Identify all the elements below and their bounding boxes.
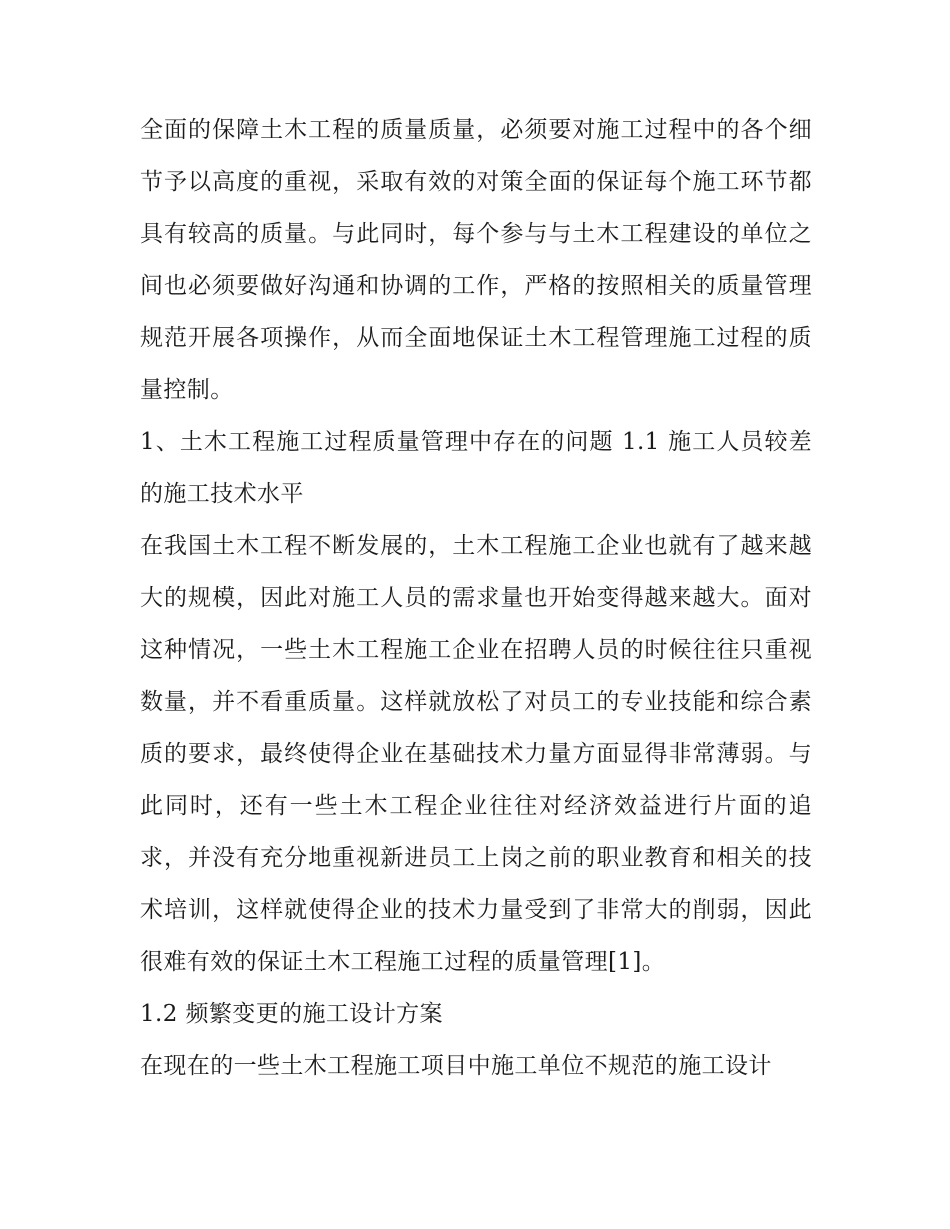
paragraph-design-changes: 在现在的一些土木工程施工项目中施工单位不规范的施工设计 — [140, 1053, 772, 1079]
section-heading-1-2: 1.2 频繁变更的施工设计方案 — [140, 1001, 443, 1027]
paragraph-construction-staff: 在我国土木工程不断发展的，土木工程施工企业也就有了越来越大的规模，因此对施工人员的需求量也开始变得越来越大。面对这种情况，一些土木工程施工企业在招聘人员的时候往往只重视数量，并不看重质量。这样就放松了对员工的专业技能和综合素质的要求，最终使得企业在基础技术力量方面显得非常薄弱。与此同时，还有一些土木工程企业往往对经济效益进行片面的追求，并没有充分地重视新进员工上岗之前的职业教育和相关的技术培训，这样就使得企业的技术力量受到了非常大的削弱，因此很难有效的保证土木工程施工过程的质量管理[1]。 — [140, 533, 812, 975]
paragraph-quality-assurance: 全面的保障土木工程的质量质量，必须要对施工过程中的各个细节予以高度的重视，采取有效的对策全面的保证每个施工环节都具有较高的质量。与此同时，每个参与与土木工程建设的单位之间也必须要做好沟通和协调的工作，严格的按照相关的质量管理规范开展各项操作，从而全面地保证土木工程管理施工过程的质量控制。 — [140, 117, 812, 403]
section-heading-1: 1、土木工程施工过程质量管理中存在的问题 1.1 施工人员较差的施工技术水平 — [140, 429, 812, 507]
document-body — [140, 104, 812, 1092]
